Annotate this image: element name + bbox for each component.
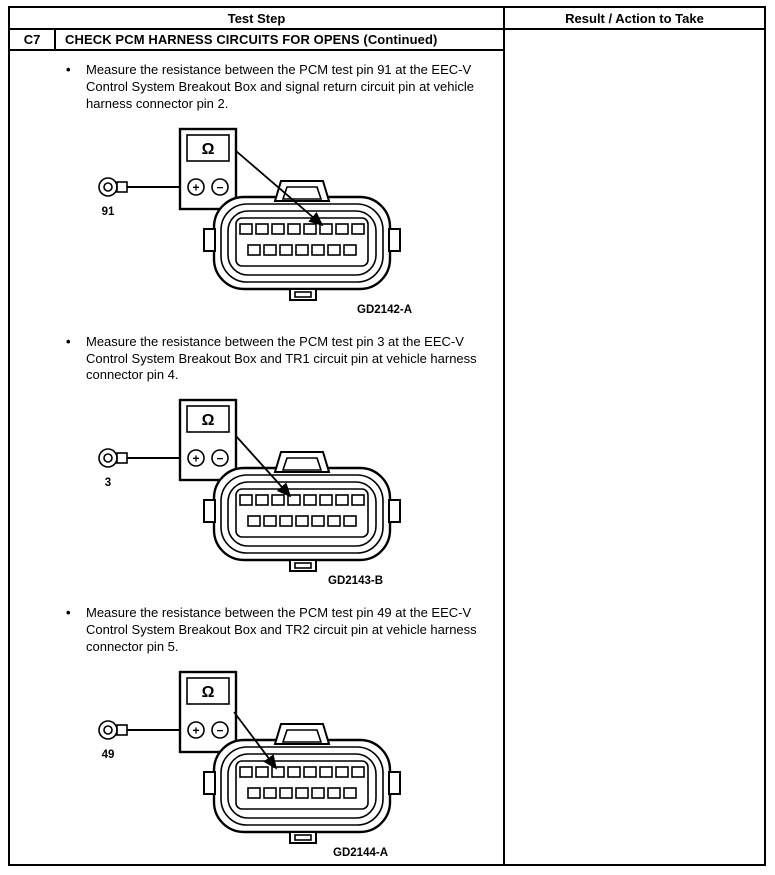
connector-pin-slot bbox=[328, 516, 340, 526]
harness-connector-diagram bbox=[204, 181, 400, 300]
connector-pin-slot bbox=[328, 788, 340, 798]
connector-pin-slot bbox=[248, 788, 260, 798]
connector-pin-slot bbox=[352, 224, 364, 234]
connector-pin-slot bbox=[344, 516, 356, 526]
connector-pin-slot bbox=[312, 788, 324, 798]
step-id: C7 bbox=[10, 30, 56, 49]
connector-pin-slot bbox=[280, 516, 292, 526]
probe-barrel bbox=[117, 182, 127, 192]
test-probe-icon bbox=[99, 721, 127, 739]
connector-pin-slot bbox=[304, 224, 316, 234]
pinpoint-test-table bbox=[8, 6, 766, 866]
probe-ring-inner bbox=[104, 726, 112, 734]
connector-pin-slot bbox=[248, 245, 260, 255]
connector-pin-slot bbox=[296, 516, 308, 526]
connector-pin-slot bbox=[296, 788, 308, 798]
probe-ring-outer bbox=[99, 721, 117, 739]
probe-ring-inner bbox=[104, 454, 112, 462]
figure-id-label: GD2144-A bbox=[333, 847, 388, 860]
probe-barrel bbox=[117, 725, 127, 735]
plus-terminal-label: + bbox=[192, 723, 200, 738]
bullet-icon: • bbox=[66, 333, 71, 349]
connector-bottom-lock bbox=[290, 289, 316, 300]
test-step-cell bbox=[10, 30, 505, 864]
table-header-row bbox=[10, 8, 764, 30]
connector-pin-slot bbox=[336, 224, 348, 234]
connector-pin-slot bbox=[256, 495, 268, 505]
ohmmeter bbox=[180, 672, 236, 752]
test-probe-icon bbox=[99, 178, 127, 196]
connector-side-tab-right bbox=[389, 500, 400, 522]
probe-pin-label: 49 bbox=[101, 749, 115, 762]
connector-pin-slot bbox=[256, 767, 268, 777]
connector-pin-slot bbox=[264, 516, 276, 526]
figure-id-label: GD2143-B bbox=[328, 575, 383, 588]
connector-pin-slot bbox=[272, 224, 284, 234]
test-instruction-3 bbox=[66, 605, 503, 656]
connector-pin-slot bbox=[248, 516, 260, 526]
connector-pin-slot bbox=[240, 767, 252, 777]
minus-terminal-label: − bbox=[216, 180, 224, 195]
figure-id-label: GD2142-A bbox=[357, 303, 412, 316]
connector-pin-slot bbox=[264, 245, 276, 255]
step-title: CHECK PCM HARNESS CIRCUITS FOR OPENS (Continued) bbox=[65, 32, 438, 47]
connector-pin-slot bbox=[328, 245, 340, 255]
test-probe-icon bbox=[99, 449, 127, 467]
ohm-symbol-icon: Ω bbox=[201, 684, 215, 702]
connector-pin-slot bbox=[312, 516, 324, 526]
figure-1 bbox=[83, 123, 443, 323]
connector-pin-slot bbox=[304, 767, 316, 777]
connector-pin-slot bbox=[304, 495, 316, 505]
connector-bottom-lock bbox=[290, 832, 316, 843]
connector-pin-slot bbox=[280, 245, 292, 255]
ohm-symbol-icon: Ω bbox=[201, 412, 215, 430]
wiring-diagram-3 bbox=[83, 666, 443, 864]
probe-ring-inner bbox=[104, 183, 112, 191]
wiring-diagram-2 bbox=[83, 394, 443, 594]
test-instruction-2 bbox=[66, 334, 503, 385]
connector-side-tab-left bbox=[204, 229, 215, 251]
probe-ring-outer bbox=[99, 178, 117, 196]
harness-connector-diagram bbox=[204, 724, 400, 843]
connector-pin-slot bbox=[344, 788, 356, 798]
connector-bottom-lock bbox=[290, 560, 316, 571]
connector-pin-slot bbox=[336, 767, 348, 777]
minus-terminal-label: − bbox=[216, 723, 224, 738]
column-header-result-action: Result / Action to Take bbox=[565, 10, 704, 26]
connector-pin-slot bbox=[352, 767, 364, 777]
figure-2 bbox=[83, 394, 443, 594]
bullet-icon: • bbox=[66, 605, 71, 621]
connector-pin-slot bbox=[272, 767, 284, 777]
connector-pin-slot bbox=[336, 495, 348, 505]
connector-pin-slot bbox=[240, 224, 252, 234]
harness-connector-diagram bbox=[204, 452, 400, 571]
connector-pin-slot bbox=[288, 767, 300, 777]
probe-ring-outer bbox=[99, 449, 117, 467]
probe-pin-label: 91 bbox=[101, 205, 115, 218]
connector-pin-slot bbox=[240, 495, 252, 505]
test-instruction-text: Measure the resistance between the PCM test pin 91 at the EEC-V Control System Breakout Box and signal return circuit pin at vehicle harness connector pin 2. bbox=[86, 62, 475, 111]
test-instruction-1 bbox=[66, 62, 503, 113]
step-header bbox=[10, 30, 503, 51]
connector-pin-slot bbox=[288, 495, 300, 505]
probe-pin-label: 3 bbox=[104, 477, 112, 490]
connector-pin-slot bbox=[256, 224, 268, 234]
table-body-row bbox=[10, 30, 764, 864]
connector-pin-slot bbox=[320, 224, 332, 234]
column-header-test-step: Test Step bbox=[10, 8, 505, 28]
connector-pin-slot bbox=[288, 224, 300, 234]
connector-pin-slot bbox=[352, 495, 364, 505]
connector-pin-slot bbox=[320, 767, 332, 777]
probe-barrel bbox=[117, 453, 127, 463]
ohm-symbol-icon: Ω bbox=[201, 140, 215, 158]
bullet-icon: • bbox=[66, 62, 71, 77]
figure-3 bbox=[83, 666, 443, 864]
test-instruction-text: Measure the resistance between the PCM test pin 49 at the EEC-V Control System Breakout Box and TR2 circuit pin at vehicle harness connector pin 5. bbox=[86, 605, 477, 655]
plus-terminal-label: + bbox=[192, 180, 200, 195]
connector-pin-slot bbox=[264, 788, 276, 798]
connector-pin-slot bbox=[296, 245, 308, 255]
plus-terminal-label: + bbox=[192, 451, 200, 466]
connector-pin-slot bbox=[344, 245, 356, 255]
wiring-diagram-1 bbox=[83, 123, 443, 323]
connector-pin-slot bbox=[320, 495, 332, 505]
connector-side-tab-left bbox=[204, 500, 215, 522]
connector-pin-slot bbox=[280, 788, 292, 798]
ohmmeter bbox=[180, 400, 236, 480]
result-action-cell bbox=[505, 30, 764, 864]
connector-side-tab-left bbox=[204, 772, 215, 794]
test-instruction-text: Measure the resistance between the PCM test pin 3 at the EEC-V Control System Breakout Box and TR1 circuit pin at vehicle harness connector pin 4. bbox=[86, 333, 477, 383]
minus-terminal-label: − bbox=[216, 451, 224, 466]
connector-side-tab-right bbox=[389, 772, 400, 794]
ohmmeter bbox=[180, 129, 236, 209]
connector-pin-slot bbox=[272, 495, 284, 505]
connector-pin-slot bbox=[312, 245, 324, 255]
connector-side-tab-right bbox=[389, 229, 400, 251]
